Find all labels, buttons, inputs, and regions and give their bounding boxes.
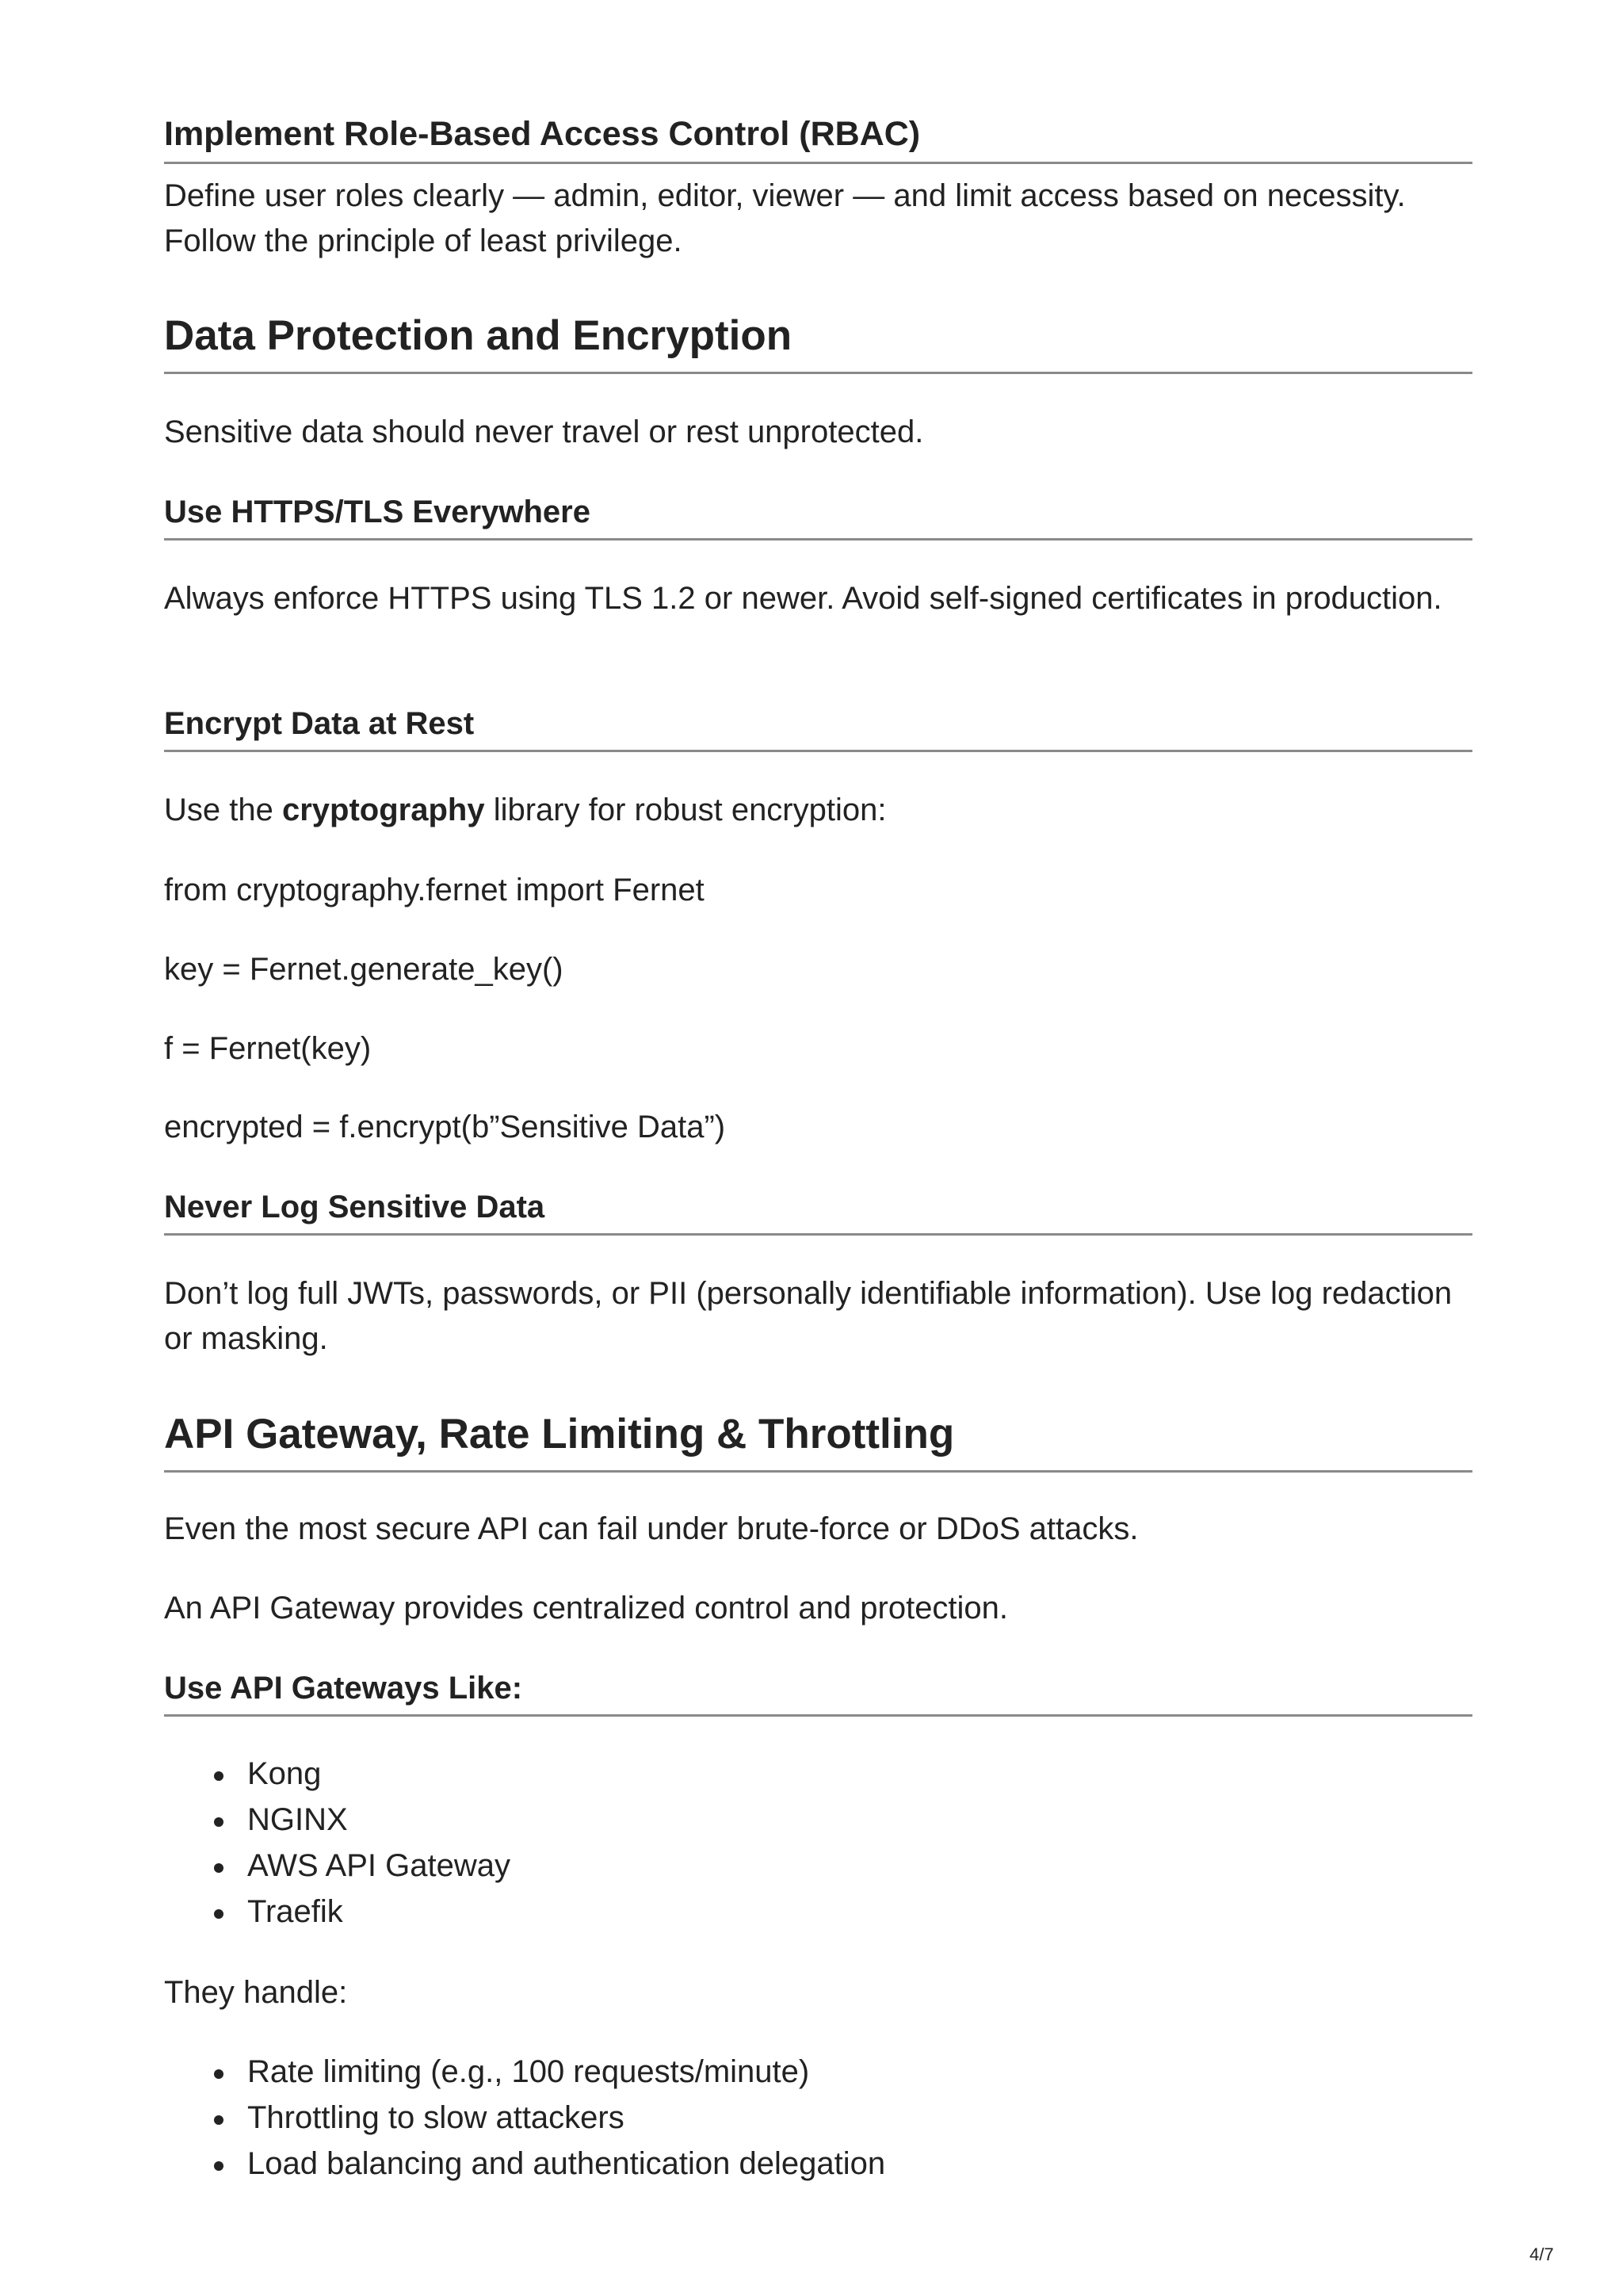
data-protection-heading: Data Protection and Encryption (164, 312, 1472, 374)
rbac-paragraph: Define user roles clearly — admin, editor, viewer — and limit access based on necessity. Follow the principle of least privilege. (164, 178, 1406, 258)
https-paragraph: Always enforce HTTPS using TLS 1.2 or newer. Avoid self-signed certificates in production. (164, 581, 1442, 616)
cryptography-library-name: cryptography (281, 793, 485, 827)
encrypt-intro-before: Use the (164, 793, 273, 827)
list-item: AWS API Gateway (247, 1843, 1472, 1889)
code-line: f = Fernet(key) (164, 1031, 372, 1066)
code-line: encrypted = f.encrypt(b”Sensitive Data”) (164, 1110, 726, 1144)
data-protection-intro: Sensitive data should never travel or rest unprotected. (164, 415, 924, 449)
data-protection-section (164, 312, 1472, 374)
encrypt-heading: Encrypt Data at Rest (164, 705, 1472, 752)
gateway-paragraph-1: Even the most secure API can fail under brute-force or DDoS attacks. (164, 1511, 1139, 1546)
encrypt-intro (164, 788, 1472, 833)
list-item: Load balancing and authentication delegation (247, 2141, 1472, 2187)
handle-list (164, 2049, 1472, 2187)
list-item: Throttling to slow attackers (247, 2095, 1472, 2141)
code-line: from cryptography.fernet import Fernet (164, 873, 705, 907)
gateway-heading: API Gateway, Rate Limiting & Throttling (164, 1411, 1472, 1473)
gateway-paragraph-2: An API Gateway provides centralized control and protection. (164, 1591, 1009, 1626)
list-item: NGINX (247, 1797, 1472, 1843)
https-heading: Use HTTPS/TLS Everywhere (164, 494, 1472, 541)
gateways-like-heading: Use API Gateways Like: (164, 1670, 1472, 1717)
rbac-section (164, 115, 1472, 164)
gateway-section (164, 1411, 1472, 1473)
page-number: 4/7 (1529, 2244, 1554, 2264)
logging-paragraph: Don’t log full JWTs, passwords, or PII (personally identifiable information). Use log redaction or masking. (164, 1276, 1453, 1356)
list-item: Rate limiting (e.g., 100 requests/minute) (247, 2049, 1472, 2095)
code-line: key = Fernet.generate_key() (164, 952, 563, 987)
gateway-list (164, 1751, 1472, 1935)
encrypt-intro-after: library for robust encryption: (493, 793, 887, 827)
list-item: Kong (247, 1751, 1472, 1797)
list-item: Traefik (247, 1889, 1472, 1935)
rbac-heading: Implement Role-Based Access Control (RBAC) (164, 115, 1472, 164)
logging-heading: Never Log Sensitive Data (164, 1189, 1472, 1236)
they-handle-intro: They handle: (164, 1975, 348, 2010)
